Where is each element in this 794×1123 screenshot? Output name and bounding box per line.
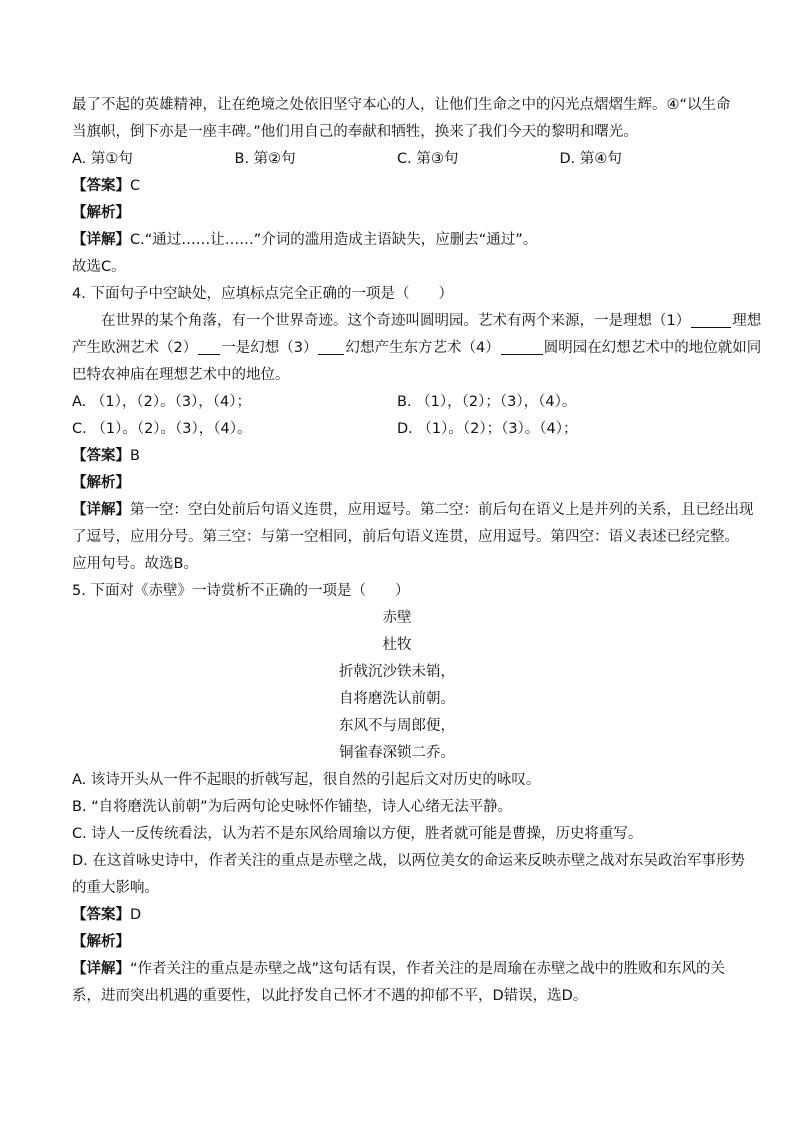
- blank-3: [318, 338, 344, 355]
- q5-answer: [72, 902, 722, 929]
- poem-line-2: 自将磨洗认前朝。: [339, 691, 455, 707]
- q4-option-a: A. （1），（2）。（3），（4）；: [72, 394, 252, 410]
- detail-label: 【详解】: [72, 502, 130, 518]
- answer-label: 【答案】: [72, 178, 130, 194]
- q3-text-line-2: 当旗帜，倒下亦是一座丰碑。”他们用自己的奉献和牺牲，换来了我们今天的黎明和曙光。: [72, 124, 638, 140]
- poem-author: 杜牧: [382, 637, 412, 653]
- blank-1: [691, 311, 731, 328]
- q4-options-row-1: [72, 389, 722, 416]
- q4-options-row-2: [72, 416, 722, 443]
- passage-text: 圆明园在幻想艺术中的地位就如同: [543, 340, 762, 356]
- q4-option-d: D. （1）。（2）；（3）。（4）；: [397, 421, 578, 437]
- poem-line-4: 铜雀春深锁二乔。: [339, 745, 455, 761]
- q4-passage-line-1: [72, 308, 762, 335]
- q3-text-line-1: 最了不起的英雄精神，让在绝境之处依旧坚守本心的人，让他们生命之中的闪光点熠熠生辉。④“以生命: [72, 97, 731, 113]
- q5-analysis: [72, 929, 722, 956]
- q5-option-b: B. “自将磨洗认前朝”为后两句论史咏怀作铺垫，诗人心绪无法平静。: [72, 799, 513, 815]
- q4-answer: [72, 443, 722, 470]
- q5-option-d-line-2: 的重大影响。: [72, 880, 159, 896]
- blank-2: [198, 338, 220, 355]
- q4-detail-line-2: 了逗号，应用分号。第三空：与第一空相同，前后句语义连贯，应用逗号。第四空：语义表述已经完整。: [72, 529, 739, 545]
- q4-detail-line-3: 应用句号。故选B。: [72, 556, 198, 572]
- q5-option-d-line-1: D. 在这首咏史诗中，作者关注的重点是赤壁之战，以两位美女的命运来反映赤壁之战对东吴政治军事形势: [72, 853, 745, 869]
- detail-text: C.“通过……让……”介词的滥用造成主语缺失，应删去“通过”。: [130, 232, 538, 248]
- q5-detail-line-1: [72, 956, 726, 983]
- q5-detail-line-2: 系，进而突出机遇的重要性，以此抒发自己怀才不遇的抑郁不平，D错误，选D。: [72, 988, 588, 1004]
- detail-text: “作者关注的重点是赤壁之战”这句话有误，作者关注的是周瑜在赤壁之战中的胜败和东风的关: [130, 961, 726, 977]
- q4-detail-line-1: [72, 497, 754, 524]
- q3-conclusion: 故选C。: [72, 259, 126, 275]
- passage-text: 在世界的某个角落，有一个世界奇迹。这个奇迹叫圆明园。艺术有两个来源，一是理想（1）: [101, 313, 691, 329]
- q4-option-b: B. （1），（2）；（3），（4）。: [397, 394, 577, 410]
- detail-label: 【详解】: [72, 961, 130, 977]
- answer-label: 【答案】: [72, 448, 130, 464]
- answer-value: B: [130, 448, 140, 464]
- passage-text: 幻想产生东方艺术（4）: [345, 340, 500, 356]
- passage-text: 产生欧洲艺术（2）: [72, 340, 198, 356]
- analysis-label: 【解析】: [72, 934, 130, 950]
- passage-text: 一是幻想（3）: [221, 340, 318, 356]
- analysis-label: 【解析】: [72, 475, 130, 491]
- poem-line-1: 折戟沉沙铁未销，: [339, 664, 455, 680]
- q4-passage-line-3: 巴特农神庙在理想艺术中的地位。: [72, 367, 290, 383]
- answer-value: D: [130, 907, 142, 923]
- passage-text: 理想: [732, 313, 762, 329]
- q5-stem: 5. 下面对《赤壁》一诗赏析不正确的一项是（ ）: [72, 583, 410, 599]
- detail-text: 第一空：空白处前后句语义连贯，应用逗号。第二空：前后句在语义上是并列的关系，且已经出现: [130, 502, 754, 518]
- q4-passage-line-2: [72, 335, 762, 362]
- q3-analysis: [72, 200, 722, 227]
- q3-option-d: D. 第④句: [559, 151, 622, 167]
- poem-title: 赤壁: [382, 610, 412, 626]
- analysis-label: 【解析】: [72, 205, 130, 221]
- q3-answer: [72, 173, 722, 200]
- document-page: [72, 92, 762, 1010]
- q5-option-c: C. 诗人一反传统看法，认为若不是东风给周瑜以方便，胜者就可能是曹操，历史将重写。: [72, 826, 643, 842]
- answer-label: 【答案】: [72, 907, 130, 923]
- q4-option-c: C. （1）。（2）。（3），（4）。: [72, 421, 252, 437]
- blank-4: [501, 338, 543, 355]
- q3-option-c: C. 第③句: [397, 151, 459, 167]
- q4-analysis: [72, 470, 722, 497]
- q3-options: [72, 146, 722, 173]
- q3-option-b: B. 第②句: [234, 151, 296, 167]
- detail-label: 【详解】: [72, 232, 130, 248]
- q3-option-a: A. 第①句: [72, 151, 133, 167]
- q3-detail: [72, 227, 722, 254]
- q4-stem: 4. 下面句子中空缺处，应填标点完全正确的一项是（ ）: [72, 286, 453, 302]
- q5-option-a: A. 该诗开头从一件不起眼的折戟写起，很自然的引起后文对历史的咏叹。: [72, 772, 541, 788]
- poem-line-3: 东风不与周郎便，: [339, 718, 455, 734]
- answer-value: C: [130, 178, 141, 194]
